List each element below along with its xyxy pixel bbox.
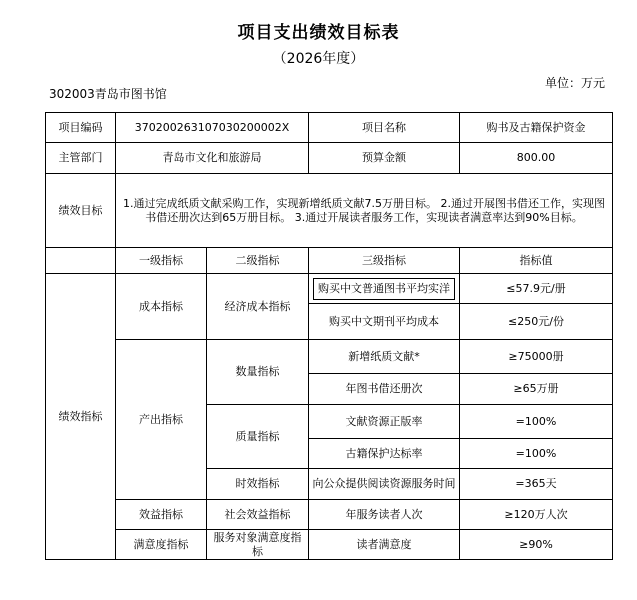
value-cell: ≥75000册: [460, 340, 613, 374]
level3-cell: 年图书借还册次: [309, 374, 460, 405]
table-row: [46, 340, 613, 374]
header-blank-cell: [46, 248, 116, 274]
page-title: 项目支出绩效目标表: [237, 23, 400, 43]
project-name-value: 购书及古籍保护资金: [460, 113, 613, 143]
dept-value: 青岛市文化和旅游局: [116, 143, 309, 174]
table-row: [46, 500, 613, 530]
level1-cell: 成本指标: [116, 274, 207, 340]
project-code-value: 370200263107030200002X: [116, 113, 309, 143]
table-row: [46, 143, 613, 174]
level1-cell: 产出指标: [116, 340, 207, 500]
level3-text: 购买中文普通图书平均实洋: [313, 278, 455, 300]
budget-value: 800.00: [460, 143, 613, 174]
level3-cell: 购买中文期刊平均成本: [309, 304, 460, 340]
unit-label: 单位：万元: [544, 76, 605, 90]
table-row: [46, 530, 613, 560]
col-header-level1: 一级指标: [116, 248, 207, 274]
goal-label: 绩效目标: [46, 174, 116, 248]
level3-cell: 年服务读者人次: [309, 500, 460, 530]
level3-cell: 向公众提供阅读资源服务时间: [309, 469, 460, 500]
col-header-level3: 三级指标: [309, 248, 460, 274]
value-cell: ≤57.9元/册: [460, 274, 613, 304]
budget-label: 预算金额: [309, 143, 460, 174]
col-header-level2: 二级指标: [207, 248, 309, 274]
level2-cell: 服务对象满意度指标: [207, 530, 309, 560]
level2-cell: 社会效益指标: [207, 500, 309, 530]
dept-label: 主管部门: [46, 143, 116, 174]
level1-cell: 效益指标: [116, 500, 207, 530]
value-cell: ≤250元/份: [460, 304, 613, 340]
project-name-label: 项目名称: [309, 113, 460, 143]
table-row: [46, 274, 613, 304]
project-code-label: 项目编码: [46, 113, 116, 143]
table-row: [46, 113, 613, 143]
level2-cell: 质量指标: [207, 405, 309, 469]
level2-cell: 经济成本指标: [207, 274, 309, 340]
value-cell: =365天: [460, 469, 613, 500]
value-cell: =100%: [460, 439, 613, 469]
table-header-row: [46, 248, 613, 274]
level2-cell: 数量指标: [207, 340, 309, 405]
goal-text: 1.通过完成纸质文献采购工作，实现新增纸质文献7.5万册目标。 2.通过开展图书借还工作，实现图书借还册次达到65万册目标。 3.通过开展读者服务工作，实现读者满意率达到90%目标。: [116, 174, 613, 248]
value-cell: ≥90%: [460, 530, 613, 560]
level3-cell: 古籍保护达标率: [309, 439, 460, 469]
performance-target-table: [45, 112, 613, 560]
level3-cell: [309, 274, 460, 304]
perf-indicator-label: 绩效指标: [46, 274, 116, 560]
level3-cell: 读者满意度: [309, 530, 460, 560]
level3-cell: 文献资源正版率: [309, 405, 460, 439]
value-cell: ≥120万人次: [460, 500, 613, 530]
level1-cell: 满意度指标: [116, 530, 207, 560]
table-row: [46, 174, 613, 248]
value-cell: =100%: [460, 405, 613, 439]
organization-label: 302003青岛市图书馆: [49, 87, 167, 101]
level3-cell: 新增纸质文献*: [309, 340, 460, 374]
page-subtitle-year: （2026年度）: [272, 51, 365, 67]
level2-cell: 时效指标: [207, 469, 309, 500]
value-cell: ≥65万册: [460, 374, 613, 405]
col-header-value: 指标值: [460, 248, 613, 274]
